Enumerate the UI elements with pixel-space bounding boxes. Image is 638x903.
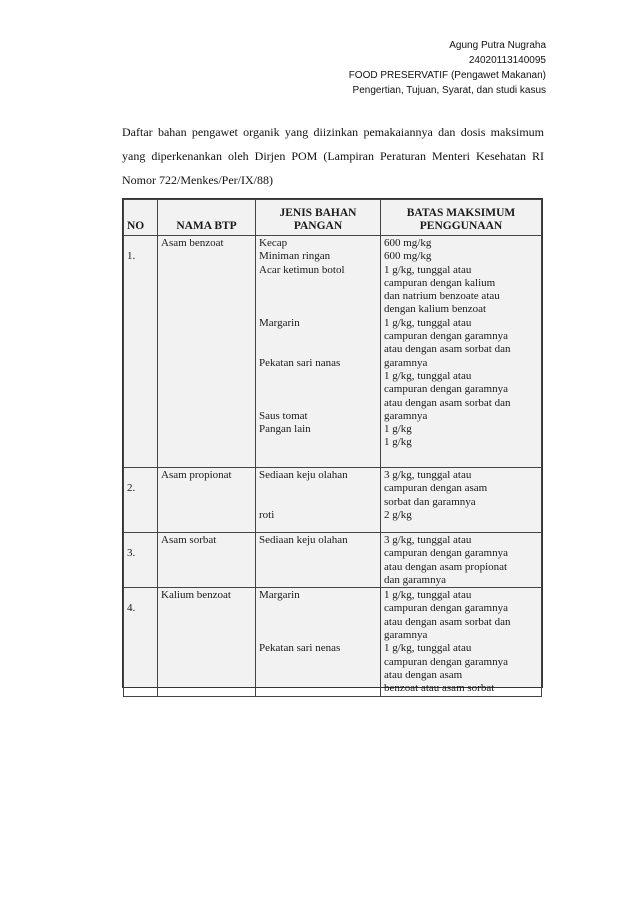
max-limit-line: 2 g/kg (384, 508, 412, 521)
header-no: NO (124, 200, 158, 236)
food-type-line: Saus tomat (259, 409, 308, 422)
header-food-type (256, 200, 381, 236)
btp-name: Kalium benzoat (158, 588, 256, 696)
document-topic: FOOD PRESERVATIF (Pengawet Makanan) (348, 70, 546, 81)
max-limit-line: campuran dengan kalium (384, 276, 496, 289)
food-type-line: Kecap (259, 237, 288, 249)
line-spacer (259, 397, 377, 410)
line-spacer (259, 343, 377, 356)
food-type-cell (256, 468, 381, 533)
food-type-line: roti (259, 508, 275, 521)
line-spacer (259, 303, 377, 316)
author-name: Agung Putra Nugraha (449, 40, 546, 51)
max-limit-line: 3 g/kg, tunggal atau (384, 534, 472, 546)
btp-name: Asam benzoat (158, 236, 256, 468)
max-limit-line: dan natrium benzoate atau (384, 290, 500, 303)
line-spacer (259, 277, 377, 290)
header-max-limit-line: BATAS MAKSIMUM (406, 207, 516, 219)
food-type-cell (256, 533, 381, 588)
row-number: 3. (124, 533, 158, 588)
line-spacer (259, 290, 377, 303)
food-type-cell (256, 588, 381, 696)
max-limit-line: campuran dengan garamnya (384, 330, 508, 343)
table-row (124, 236, 542, 468)
page-header (349, 38, 546, 98)
food-type-line: Margarin (259, 589, 300, 602)
max-limit-line: 600 mg/kg (384, 237, 432, 249)
header-max-limit-line: PENGGUNAAN (419, 220, 503, 232)
table-row (124, 588, 542, 696)
row-number: 1. (124, 236, 158, 468)
preservative-table (123, 199, 542, 697)
preservative-table-image (122, 198, 543, 695)
max-limit-line: 1 g/kg, tunggal atau (384, 263, 472, 276)
student-id: 24020113140095 (468, 55, 546, 66)
line-spacer (259, 482, 377, 495)
food-type-line: Pekatan sari nanas (259, 356, 341, 369)
food-type-line: Acar ketimun botol (259, 263, 345, 276)
line-spacer (259, 496, 377, 509)
line-spacer (259, 602, 377, 615)
btp-name: Asam sorbat (158, 533, 256, 588)
food-type-line: Sediaan keju olahan (259, 534, 348, 546)
max-limit-line: 1 g/kg (384, 436, 412, 449)
line-spacer (259, 629, 377, 642)
food-type-line: Miniman ringan (259, 250, 331, 263)
header-food-type-line: JENIS BAHAN (279, 207, 357, 219)
table-row (124, 533, 542, 588)
header-food-type-line: PANGAN (293, 220, 343, 232)
row-number: 2. (124, 468, 158, 533)
max-limit-line: 600 mg/kg (384, 250, 432, 263)
food-type-line: Pangan lain (259, 423, 311, 436)
document-subtitle: Pengertian, Tujuan, Syarat, dan studi kasus (352, 85, 546, 96)
food-type-line: Pekatan sari nenas (259, 642, 341, 655)
food-type-line: Sediaan keju olahan (259, 469, 348, 481)
max-limit-line: benzoat atau asam sorbat (384, 682, 495, 695)
max-limit-line: atau dengan asam sorbat dan (384, 396, 511, 409)
max-limit-line: campuran dengan garamnya (384, 655, 508, 668)
max-limit-line: 1 g/kg, tunggal atau (384, 589, 472, 602)
max-limit-line: 1 g/kg, tunggal atau (384, 642, 472, 655)
max-limit-line: garamnya (384, 629, 428, 642)
line-spacer (259, 330, 377, 343)
max-limit-line: dengan kalium benzoat (384, 303, 487, 316)
max-limit-line: sorbat dan garamnya (384, 495, 476, 508)
table-row (124, 468, 542, 533)
header-btp-name: NAMA BTP (158, 200, 256, 236)
max-limit-cell (381, 588, 542, 696)
line-spacer (259, 370, 377, 383)
row-number: 4. (124, 588, 158, 696)
max-limit-line: atau dengan asam (384, 668, 463, 681)
max-limit-cell (381, 236, 542, 468)
max-limit-line: 1 g/kg, tunggal atau (384, 316, 472, 329)
max-limit-line: campuran dengan garamnya (384, 383, 508, 396)
food-type-line: Margarin (259, 316, 300, 329)
max-limit-line: atau dengan asam sorbat dan (384, 615, 511, 628)
max-limit-cell (381, 468, 542, 533)
btp-name: Asam propionat (158, 468, 256, 533)
header-max-limit (381, 200, 542, 236)
max-limit-line: 1 g/kg, tunggal atau (384, 369, 472, 382)
max-limit-line: 1 g/kg (384, 423, 412, 436)
max-limit-line: atau dengan asam propionat (384, 560, 508, 573)
max-limit-line: atau dengan asam sorbat dan (384, 343, 511, 356)
max-limit-line: campuran dengan garamnya (384, 547, 508, 560)
line-spacer (259, 616, 377, 629)
food-type-cell (256, 236, 381, 468)
max-limit-line: campuran dengan asam (384, 482, 488, 495)
intro-paragraph: Daftar bahan pengawet organik yang diizinkan pemakaiannya dan dosis maksimum yang diperkenankan oleh Dirjen POM (Lampiran Peraturan Menteri Kesehatan RI Nomor 722/Menkes/Per/IX/88) (122, 125, 544, 187)
max-limit-line: dan garamnya (384, 573, 446, 586)
table-header-row (124, 200, 542, 236)
max-limit-line: garamnya (384, 409, 428, 422)
max-limit-line: campuran dengan garamnya (384, 602, 508, 615)
line-spacer (259, 383, 377, 396)
max-limit-line: 3 g/kg, tunggal atau (384, 469, 472, 481)
max-limit-cell (381, 533, 542, 588)
max-limit-line: garamnya (384, 356, 428, 369)
